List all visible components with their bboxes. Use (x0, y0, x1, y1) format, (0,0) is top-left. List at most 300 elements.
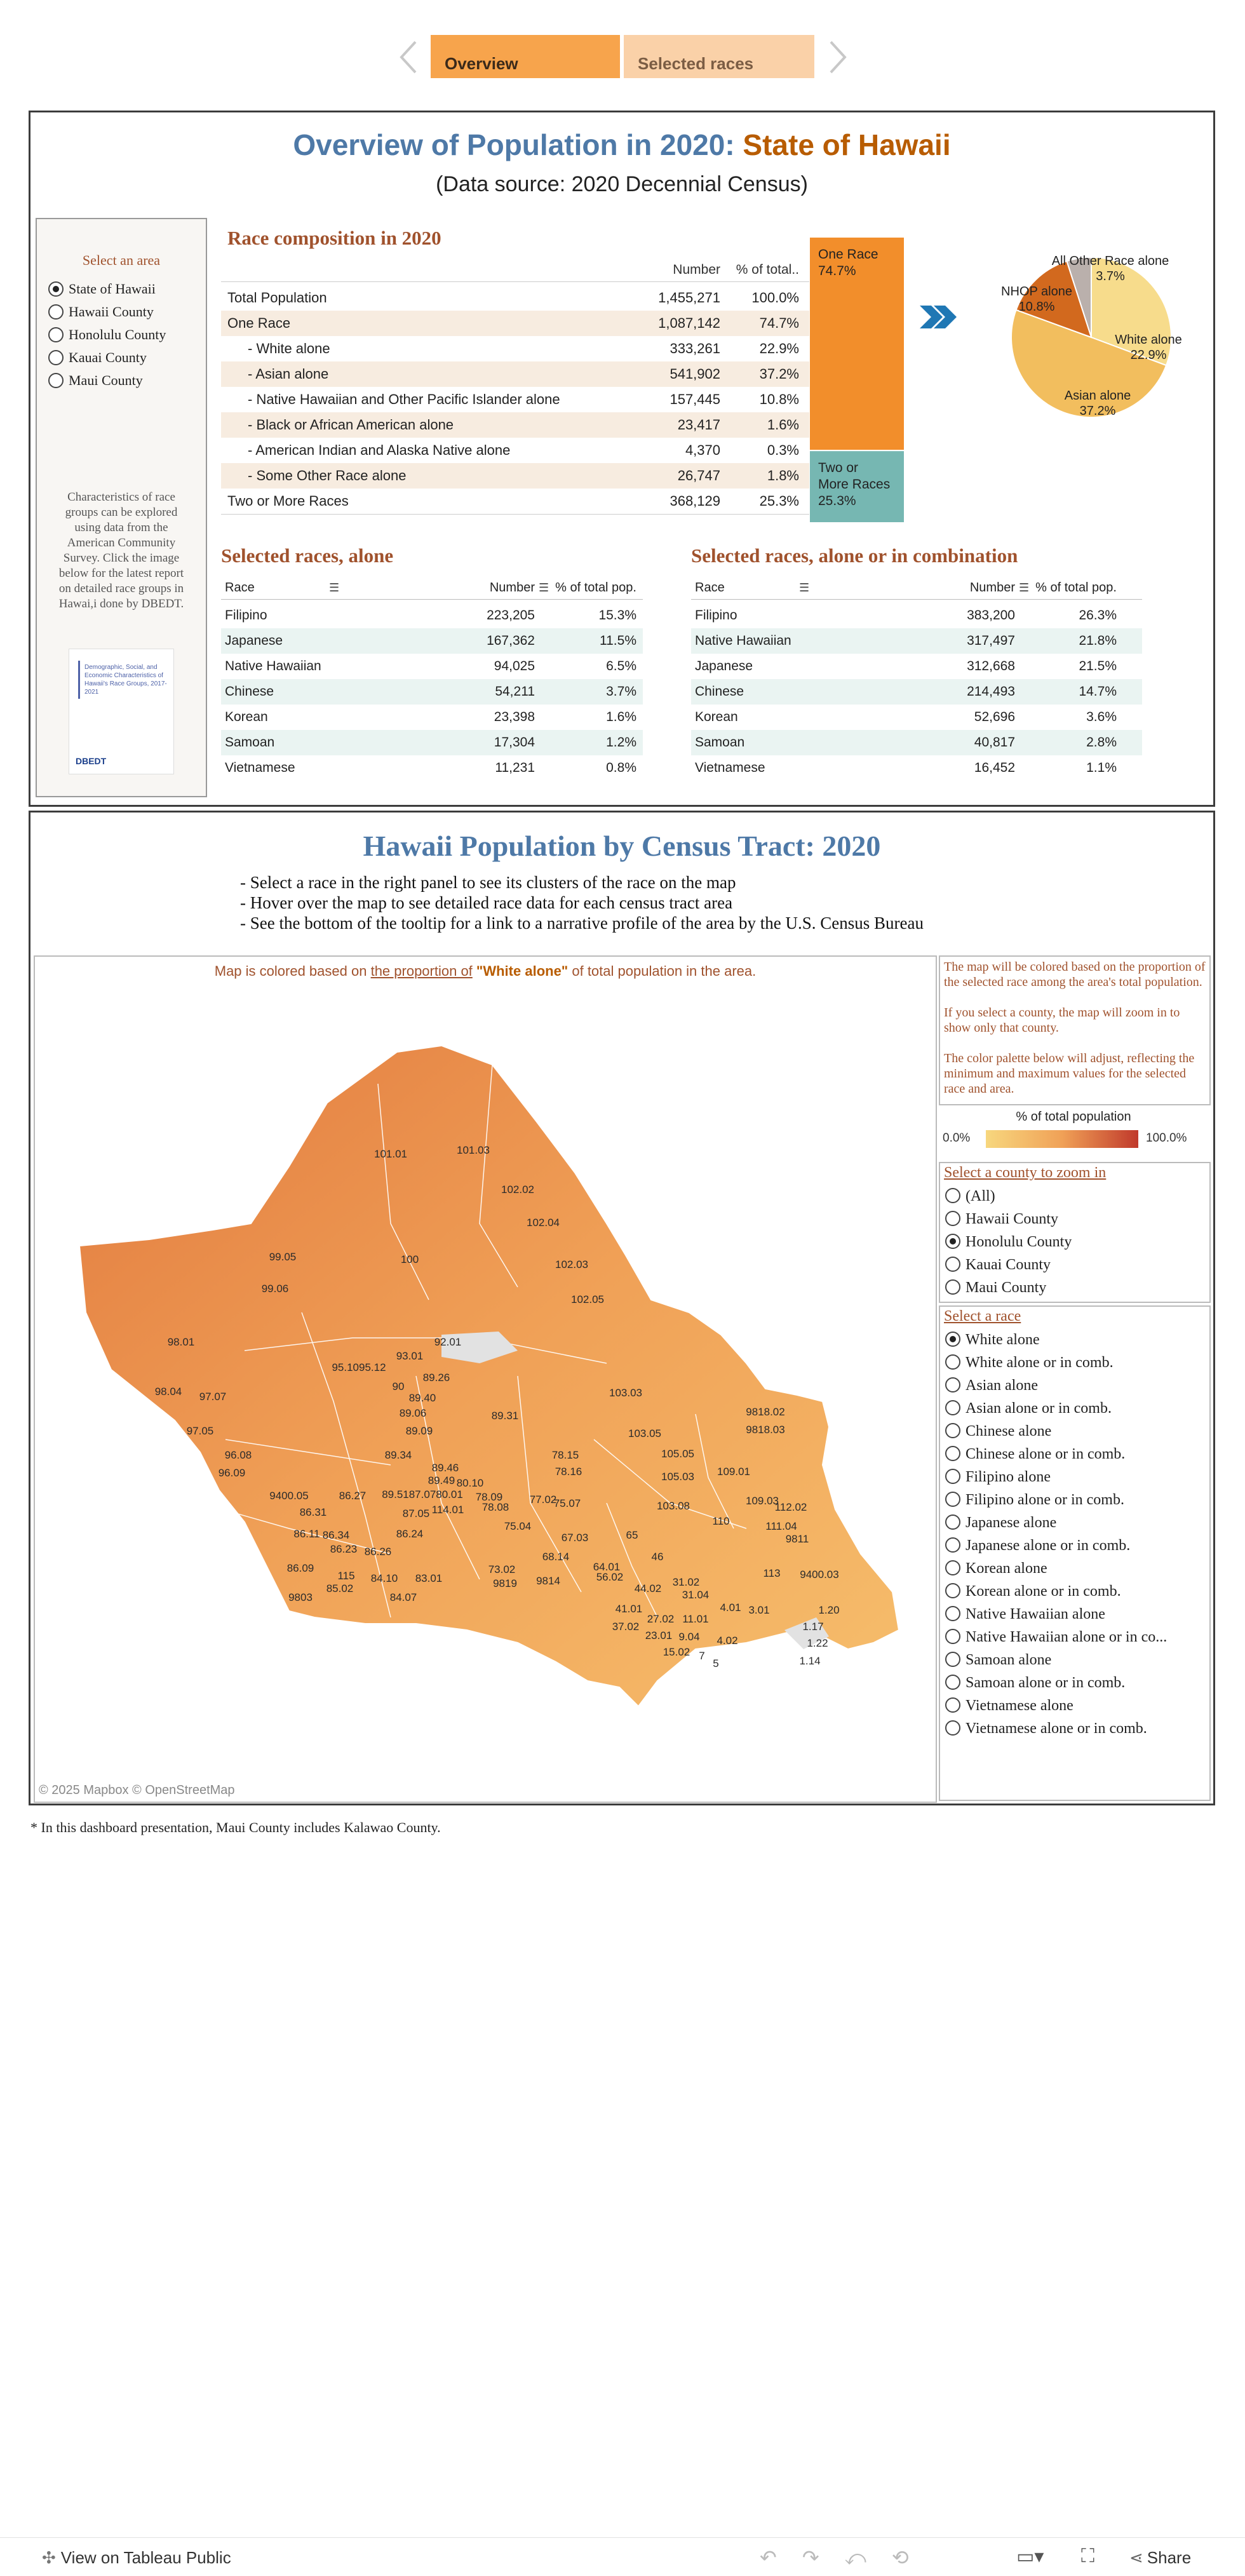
filter-option[interactable] (945, 1328, 1040, 1351)
help-line-2: If you select a county, the map will zoom in to show only that county. (944, 1006, 1180, 1035)
map-container[interactable] (34, 955, 937, 1803)
filter-option[interactable] (945, 1626, 1167, 1649)
tract-label[interactable]: 46 (651, 1551, 664, 1563)
tract-label[interactable]: 86.31 (299, 1506, 327, 1518)
race-name: Samoan (225, 735, 275, 750)
tract-label[interactable]: 80.10 (456, 1477, 484, 1489)
filter-option-label: Chinese alone or in comb. (966, 1446, 1126, 1462)
tract-label[interactable]: 89.49 (427, 1474, 455, 1487)
radio-icon[interactable] (945, 1514, 960, 1530)
radio-icon[interactable] (945, 1606, 960, 1621)
table-row[interactable] (691, 654, 1142, 679)
report-thumb-org: DBEDT (76, 756, 107, 766)
row-number: 26,747 (677, 468, 720, 483)
tract-label[interactable]: 1.14 (799, 1655, 821, 1667)
tract-label[interactable]: 41.01 (615, 1603, 643, 1615)
area-option[interactable] (48, 323, 166, 346)
legend-max: 100.0% (1146, 1131, 1187, 1145)
tract-label[interactable]: 103.05 (628, 1427, 661, 1440)
tract-label[interactable]: 89.34 (384, 1449, 412, 1461)
map-caption-link: the proportion of (370, 963, 473, 979)
table-header (691, 576, 1142, 600)
radio-icon[interactable] (945, 1234, 960, 1249)
tract-label[interactable]: 23.01 (645, 1629, 673, 1642)
filter-option[interactable] (945, 1253, 1051, 1276)
row-pct: 22.9% (759, 341, 799, 356)
table-row[interactable] (691, 755, 1142, 781)
filter-option[interactable] (945, 1420, 1051, 1443)
tract-label[interactable]: 11.01 (682, 1613, 709, 1625)
table-row[interactable] (221, 755, 643, 781)
row-label: - Native Hawaiian and Other Pacific Islander alone (248, 391, 560, 407)
tract-label[interactable]: 93.01 (396, 1350, 424, 1362)
report-thumbnail[interactable] (69, 649, 174, 774)
race-number: 312,668 (967, 659, 1015, 673)
filter-option[interactable] (945, 1717, 1147, 1740)
radio-icon[interactable] (945, 1720, 960, 1736)
filter-option-label: Samoan alone (966, 1652, 1052, 1668)
tract-label[interactable]: 86.11 (293, 1528, 320, 1540)
filter-option-label: White alone (966, 1332, 1040, 1348)
table-row[interactable] (221, 603, 643, 628)
tract-label[interactable]: 68.14 (542, 1551, 570, 1563)
tract-label[interactable]: 114.01 (431, 1504, 464, 1516)
pie-label: All Other Race alone (1051, 254, 1169, 268)
tract-label[interactable]: 103.03 (609, 1387, 642, 1399)
table-row[interactable] (691, 705, 1142, 730)
tract-label[interactable]: 98.04 (154, 1386, 182, 1398)
table-row (221, 285, 813, 311)
sort-icon[interactable]: ☰ (1019, 581, 1030, 594)
filter-option-label: Samoan alone or in comb. (966, 1675, 1126, 1691)
title-prefix: Overview of Population in 2020: (293, 128, 743, 161)
filter-option-label: Filipino alone or in comb. (966, 1492, 1124, 1508)
tab-overview[interactable] (431, 35, 620, 78)
title-area: State of Hawaii (743, 128, 951, 161)
tract-label[interactable]: 4.01 (720, 1602, 741, 1614)
radio-icon[interactable] (945, 1377, 960, 1393)
tract-label[interactable]: 96.09 (218, 1467, 246, 1479)
help-spacer-2 (944, 1035, 1206, 1051)
tract-label[interactable]: 89.46 (431, 1462, 459, 1474)
tract-label[interactable]: 97.05 (186, 1425, 214, 1437)
tract-label[interactable]: 105.03 (661, 1471, 694, 1483)
map-help-text (944, 959, 1206, 1096)
row-number: 541,902 (670, 366, 720, 382)
filter-option-label: Kauai County (966, 1257, 1051, 1273)
race-name: Japanese (225, 633, 283, 648)
radio-icon[interactable] (945, 1469, 960, 1484)
tract-panel (29, 811, 1215, 1805)
tract-label[interactable]: 86.26 (364, 1546, 392, 1558)
tract-label[interactable]: 112.02 (774, 1501, 807, 1513)
tract-label[interactable]: 84.07 (389, 1591, 417, 1603)
race-pct: 1.2% (606, 735, 636, 750)
row-number: 333,261 (670, 341, 720, 356)
next-arrow-icon[interactable] (826, 39, 849, 75)
row-label: - Asian alone (248, 366, 329, 382)
tract-label[interactable]: 9818.02 (746, 1406, 785, 1418)
row-pct: 74.7% (759, 315, 799, 331)
filter-option[interactable] (945, 1671, 1125, 1694)
tract-label[interactable]: 9400.05 (269, 1490, 309, 1502)
table-row[interactable] (691, 679, 1142, 705)
filter-option[interactable] (945, 1603, 1105, 1626)
tract-label[interactable]: 103.08 (657, 1500, 690, 1512)
filter-option[interactable] (945, 1649, 1051, 1671)
race-number: 223,205 (487, 608, 535, 623)
tract-label[interactable]: 9803 (288, 1591, 313, 1603)
tract-label[interactable]: 115 (337, 1570, 355, 1582)
row-pct: 1.8% (767, 468, 799, 483)
tract-label[interactable]: 97.07 (199, 1391, 227, 1403)
tract-title: Hawaii Population by Census Tract: 2020 (363, 830, 881, 862)
tract-label[interactable]: 78.15 (551, 1449, 579, 1461)
tract-label[interactable]: 109.01 (717, 1466, 750, 1478)
tract-label[interactable]: 109.03 (746, 1495, 779, 1507)
radio-icon[interactable] (48, 327, 64, 342)
tract-label[interactable]: 113 (763, 1567, 781, 1579)
area-option[interactable] (48, 346, 147, 369)
table-row (221, 387, 813, 412)
radio-icon[interactable] (945, 1560, 960, 1575)
row-number: 23,417 (677, 417, 720, 433)
tract-label[interactable]: 78.16 (555, 1466, 582, 1478)
area-option[interactable] (48, 300, 154, 323)
pie-label: White alone (1115, 333, 1182, 347)
race-pct: 0.8% (606, 760, 636, 775)
view-on-tableau-link[interactable] (42, 2548, 231, 2568)
tract-label[interactable]: 85.02 (326, 1582, 354, 1595)
legend-gradient (986, 1130, 1138, 1148)
tract-label[interactable]: 105.05 (661, 1448, 694, 1460)
tract-label[interactable]: 89.5187.0780.01 (382, 1488, 463, 1500)
stacked-bar-label: One Race (818, 247, 878, 262)
filter-option-label: Asian alone (966, 1377, 1038, 1394)
filter-option[interactable] (945, 1511, 1056, 1534)
race-pct: 6.5% (606, 659, 636, 673)
tract-label[interactable]: 31.04 (682, 1589, 710, 1601)
previous-arrow-icon[interactable] (398, 39, 421, 75)
sort-icon[interactable]: ☰ (329, 581, 340, 594)
tract-label[interactable]: 89.31 (491, 1410, 519, 1422)
table-row[interactable] (221, 705, 643, 730)
tract-label[interactable]: 83.01 (415, 1572, 443, 1584)
tract-label[interactable]: 89.40 (408, 1392, 436, 1404)
tract-label[interactable]: 86.27 (339, 1490, 367, 1502)
tract-label[interactable]: 89.26 (422, 1372, 450, 1384)
radio-icon[interactable] (945, 1257, 960, 1272)
tract-label[interactable]: 5 (713, 1657, 719, 1669)
table-row[interactable] (691, 628, 1142, 654)
radio-icon[interactable] (48, 281, 64, 297)
tract-label[interactable]: 75.04 (504, 1520, 532, 1532)
filter-option[interactable] (945, 1694, 1073, 1717)
table-row[interactable] (221, 654, 643, 679)
tract-label[interactable]: 9.04 (678, 1631, 700, 1643)
tract-label[interactable]: 75.07 (553, 1497, 581, 1509)
tract-label[interactable]: 86.09 (286, 1562, 314, 1574)
tract-label[interactable]: 65 (626, 1529, 638, 1541)
tract-label[interactable]: 102.05 (571, 1293, 604, 1305)
help-line-1: The map will be colored based on the proportion of the selected race among the area's total population. (944, 960, 1206, 989)
filter-option[interactable] (945, 1557, 1047, 1580)
table-row (221, 463, 813, 489)
table-bottom-border (221, 514, 813, 515)
stacked-bar-label: More Races (818, 477, 891, 492)
area-option[interactable] (48, 278, 156, 300)
tract-label[interactable]: 67.03 (561, 1532, 589, 1544)
tract-label[interactable]: 102.03 (555, 1258, 588, 1271)
race-pct: 1.6% (606, 710, 636, 724)
view-on-tableau-label: View on Tableau Public (60, 2548, 231, 2567)
radio-icon[interactable] (945, 1675, 960, 1690)
tract-label[interactable]: 89.06 (399, 1407, 427, 1419)
tract-label[interactable]: 89.09 (405, 1425, 433, 1437)
tract-label[interactable]: 78.09 (475, 1491, 503, 1503)
race-name: Filipino (225, 608, 267, 623)
tableau-toolbar (0, 2537, 1245, 2576)
stacked-bar-pct: 74.7% (818, 264, 856, 278)
radio-icon[interactable] (945, 1697, 960, 1713)
tract-label[interactable]: 27.02 (647, 1613, 675, 1625)
tract-label[interactable]: 102.02 (501, 1183, 534, 1196)
filter-option-label: Honolulu County (966, 1234, 1072, 1250)
tract-label[interactable]: 9400.03 (800, 1568, 839, 1581)
race-composition-heading: Race composition in 2020 (227, 227, 441, 249)
filter-option-label: Native Hawaiian alone (966, 1606, 1105, 1622)
radio-icon[interactable] (945, 1446, 960, 1461)
double-chevron-icon (917, 304, 958, 330)
filter-option[interactable] (945, 1443, 1125, 1466)
race-pct: 11.5% (600, 633, 636, 648)
tract-label[interactable]: 101.03 (457, 1144, 490, 1156)
filter-option[interactable] (945, 1488, 1124, 1511)
tract-label[interactable]: 101.01 (374, 1148, 407, 1160)
radio-icon[interactable] (945, 1537, 960, 1553)
radio-icon[interactable] (945, 1400, 960, 1415)
tract-label[interactable]: 86.23 (330, 1543, 358, 1555)
row-pct: 37.2% (759, 366, 799, 382)
row-number: 4,370 (685, 442, 720, 458)
tract-label[interactable]: 73.02 (488, 1563, 516, 1575)
row-label: - American Indian and Alaska Native alone (248, 442, 511, 458)
instruction-3: - See the bottom of the tooltip for a link to a narrative profile of the area by the U.S. Census Bureau (240, 914, 924, 933)
tract-label[interactable]: 77.02 (529, 1494, 557, 1506)
race-pct: 14.7% (1079, 684, 1117, 699)
tract-label[interactable]: 78.08 (481, 1501, 509, 1513)
race-number: 54,211 (495, 684, 535, 699)
tract-label[interactable]: 87.05 (402, 1507, 430, 1520)
overview-subtitle: (Data source: 2020 Decennial Census) (436, 172, 808, 196)
race-pie-chart (964, 237, 1212, 428)
radio-icon[interactable] (945, 1629, 960, 1644)
tract-label[interactable]: 84.10 (370, 1572, 398, 1584)
race-composition-table (221, 262, 813, 516)
sort-icon[interactable]: ☰ (799, 581, 810, 594)
tract-label[interactable]: 7 (699, 1650, 705, 1662)
tract-label[interactable]: 3.01 (748, 1604, 770, 1616)
map-caption-race: "White alone" (472, 963, 569, 979)
table-row[interactable] (691, 730, 1142, 755)
area-filter-box (36, 218, 207, 797)
oahu-tract-map[interactable] (35, 957, 936, 1802)
tract-label[interactable]: 31.02 (672, 1576, 700, 1588)
tract-label[interactable]: 98.01 (167, 1336, 195, 1348)
row-pct: 0.3% (767, 442, 799, 458)
radio-icon[interactable] (945, 1211, 960, 1226)
tract-label[interactable]: 9811 (785, 1533, 809, 1545)
filter-option-label: Vietnamese alone (966, 1697, 1073, 1714)
row-pct: 10.8% (759, 391, 799, 407)
filter-option[interactable] (945, 1534, 1130, 1557)
tract-label[interactable]: 1.17 (802, 1621, 824, 1633)
tract-label[interactable]: 90 (392, 1380, 405, 1393)
area-filter-label: Select an area (82, 252, 161, 268)
race-name: Japanese (695, 659, 753, 673)
share-button[interactable] (1129, 2548, 1191, 2568)
row-label: Total Population (227, 290, 327, 306)
refresh-icon[interactable]: ⟲ (891, 2546, 934, 2569)
device-preview-icon[interactable]: ▭▾ (1016, 2546, 1044, 2567)
filter-option[interactable] (945, 1231, 1072, 1253)
row-label: One Race (227, 315, 291, 331)
tract-label[interactable]: 92.01 (434, 1336, 462, 1348)
filter-option[interactable] (945, 1466, 1051, 1488)
revert-icon[interactable]: ⤺ (844, 2546, 892, 2569)
col-pct-header: % of total.. (736, 262, 799, 277)
radio-icon[interactable] (48, 350, 64, 365)
tab-selected-races-label: Selected races (638, 54, 754, 73)
report-note: Characteristics of race groups can be explored using data from the American Community Survey. Click the image below for the latest report on detailed race groups in Hawai,i done by DBEDT. (58, 490, 184, 610)
area-option-label: State of Hawaii (69, 281, 156, 297)
row-number: 157,445 (670, 391, 720, 407)
table-row[interactable] (691, 603, 1142, 628)
tab-selected-races[interactable] (624, 35, 814, 78)
area-option[interactable] (48, 369, 143, 392)
filter-option-label: Native Hawaiian alone or in co... (966, 1629, 1168, 1645)
filter-option[interactable] (945, 1351, 1114, 1374)
tract-label[interactable]: 99.05 (269, 1251, 297, 1263)
pie-label: Asian alone (1064, 389, 1131, 403)
pie-pct-label: 22.9% (1130, 348, 1167, 362)
county-filter-heading: Select a county to zoom in (944, 1164, 1107, 1181)
radio-icon[interactable] (945, 1354, 960, 1370)
table-row (221, 336, 813, 361)
filter-option[interactable] (945, 1276, 1046, 1299)
tract-label[interactable]: 15.02 (663, 1646, 690, 1658)
tract-label[interactable]: 96.08 (224, 1449, 252, 1461)
tract-label[interactable]: 9819 (493, 1577, 517, 1589)
radio-icon[interactable] (48, 373, 64, 388)
tract-label[interactable]: 4.02 (717, 1635, 738, 1647)
radio-icon[interactable] (945, 1332, 960, 1347)
filter-option-label: Japanese alone (966, 1514, 1057, 1531)
stacked-bar-pct: 25.3% (818, 494, 856, 509)
tract-label[interactable]: 37.02 (612, 1621, 640, 1633)
tract-label[interactable]: 111.04 (765, 1520, 797, 1532)
tract-label[interactable]: 95.1095.12 (332, 1361, 386, 1373)
filter-option-label: Maui County (966, 1279, 1047, 1296)
radio-icon[interactable] (945, 1423, 960, 1438)
race-name: Korean (225, 710, 268, 724)
filter-option[interactable] (945, 1185, 995, 1208)
race-pct: 2.8% (1086, 735, 1117, 750)
fullscreen-icon[interactable]: ⛶ (1081, 2546, 1094, 2566)
tract-label[interactable]: 86.24 (396, 1528, 424, 1540)
race-filter-heading: Select a race (944, 1308, 1021, 1325)
tract-label[interactable]: 1.22 (807, 1637, 828, 1649)
radio-icon[interactable] (48, 304, 64, 320)
table-row (221, 311, 813, 336)
tract-label[interactable]: 56.02 (596, 1571, 624, 1583)
pie-pct-label: 3.7% (1096, 269, 1125, 283)
pie-pct-label: 10.8% (1018, 300, 1055, 314)
tract-label[interactable]: 110 (712, 1515, 730, 1527)
sort-icon[interactable]: ☰ (539, 581, 549, 594)
race-name: Chinese (225, 684, 274, 699)
share-label: Share (1147, 2548, 1192, 2567)
filter-option[interactable] (945, 1208, 1058, 1231)
radio-icon[interactable] (945, 1583, 960, 1598)
radio-icon[interactable] (945, 1492, 960, 1507)
map-caption-prefix: Map is colored based on (214, 963, 371, 979)
overview-panel (29, 111, 1215, 807)
race-filter-box (939, 1305, 1211, 1801)
tract-label[interactable]: 86.34 (322, 1529, 350, 1541)
tract-label[interactable]: 100 (400, 1253, 419, 1265)
col-race-header: Race (695, 581, 725, 595)
tract-label[interactable]: 44.02 (634, 1582, 662, 1595)
tract-label[interactable]: 9814 (536, 1575, 560, 1587)
report-thumb-bar (78, 661, 80, 699)
radio-icon[interactable] (945, 1279, 960, 1295)
filter-option[interactable] (945, 1374, 1038, 1397)
race-name: Filipino (695, 608, 737, 623)
instruction-1: - Select a race in the right panel to see its clusters of the race on the map (240, 873, 736, 892)
filter-option[interactable] (945, 1397, 1112, 1420)
race-number: 167,362 (487, 633, 535, 648)
tract-label[interactable]: 102.04 (527, 1217, 560, 1229)
radio-icon[interactable] (945, 1188, 960, 1203)
redo-icon[interactable]: ↷ (802, 2546, 845, 2569)
table-row[interactable] (221, 628, 643, 654)
tract-instructions (240, 872, 924, 933)
filter-option-label: (All) (966, 1188, 995, 1204)
filter-option-label: Hawaii County (966, 1211, 1058, 1227)
tract-label[interactable]: 1.20 (818, 1604, 840, 1616)
radio-icon[interactable] (945, 1652, 960, 1667)
table-row[interactable] (221, 730, 643, 755)
filter-option-label: White alone or in comb. (966, 1354, 1114, 1371)
undo-icon[interactable]: ↶ (760, 2546, 802, 2569)
race-number: 40,817 (974, 735, 1015, 750)
table-row[interactable] (221, 679, 643, 705)
filter-option[interactable] (945, 1580, 1121, 1603)
tract-label[interactable]: 9818.03 (746, 1424, 785, 1436)
area-option-label: Maui County (69, 372, 143, 388)
selected-combo-heading: Selected races, alone or in combination (691, 544, 1018, 567)
area-option-label: Hawaii County (69, 304, 154, 320)
instruction-2: - Hover over the map to see detailed race data for each census tract area (240, 893, 733, 912)
filter-option-label: Chinese alone (966, 1423, 1052, 1440)
row-number: 1,455,271 (658, 290, 720, 306)
tract-label[interactable]: 64.01 (593, 1561, 621, 1573)
race-pct: 26.3% (1079, 608, 1117, 623)
county-filter-box (939, 1162, 1211, 1303)
tract-label[interactable]: 99.06 (261, 1283, 289, 1295)
legend-min: 0.0% (943, 1131, 971, 1145)
